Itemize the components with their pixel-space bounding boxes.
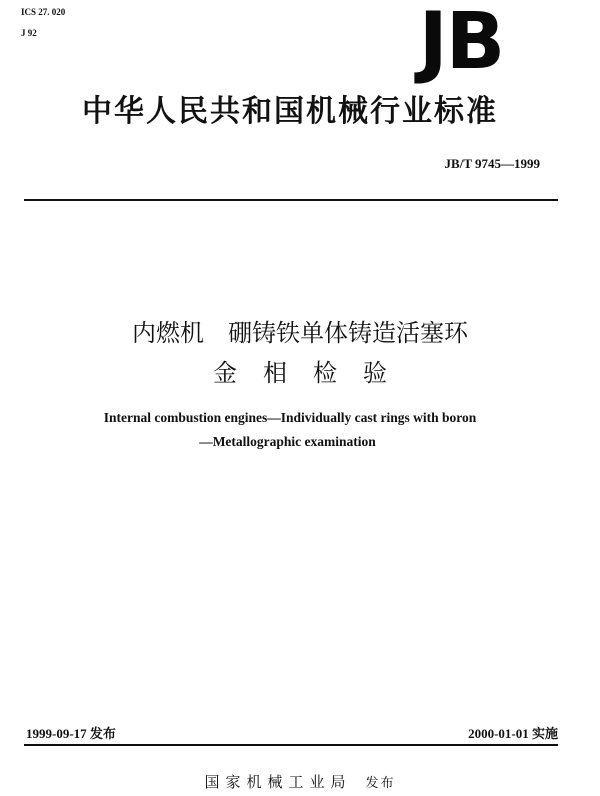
standard-number: JB/T 9745—1999 bbox=[444, 156, 540, 171]
issuer-name: 国家机械工业局 bbox=[204, 773, 352, 791]
effective-date: 2000-01-01 实施 bbox=[468, 726, 558, 741]
chinese-title-line-2: 金相检验 bbox=[213, 359, 413, 387]
english-title-line-2: —Metallographic examination bbox=[199, 434, 376, 449]
top-divider bbox=[24, 199, 558, 201]
bottom-divider bbox=[24, 744, 558, 746]
ics-code: ICS 27. 020 bbox=[21, 7, 66, 17]
issuer-line bbox=[0, 772, 600, 794]
chinese-title-line-1: 内燃机 硼铸铁单体铸造活塞环 bbox=[132, 319, 468, 347]
classification-code: J 92 bbox=[21, 28, 37, 38]
issuing-standard-body: 中华人民共和国机械行业标准 bbox=[82, 94, 498, 129]
issuer-action: 发布 bbox=[365, 776, 396, 791]
jb-logo: JB bbox=[418, 0, 504, 87]
english-title-line-1: Internal combustion engines—Individually cast rings with boron bbox=[103, 410, 477, 425]
publish-date: 1999-09-17 发布 bbox=[26, 726, 116, 741]
